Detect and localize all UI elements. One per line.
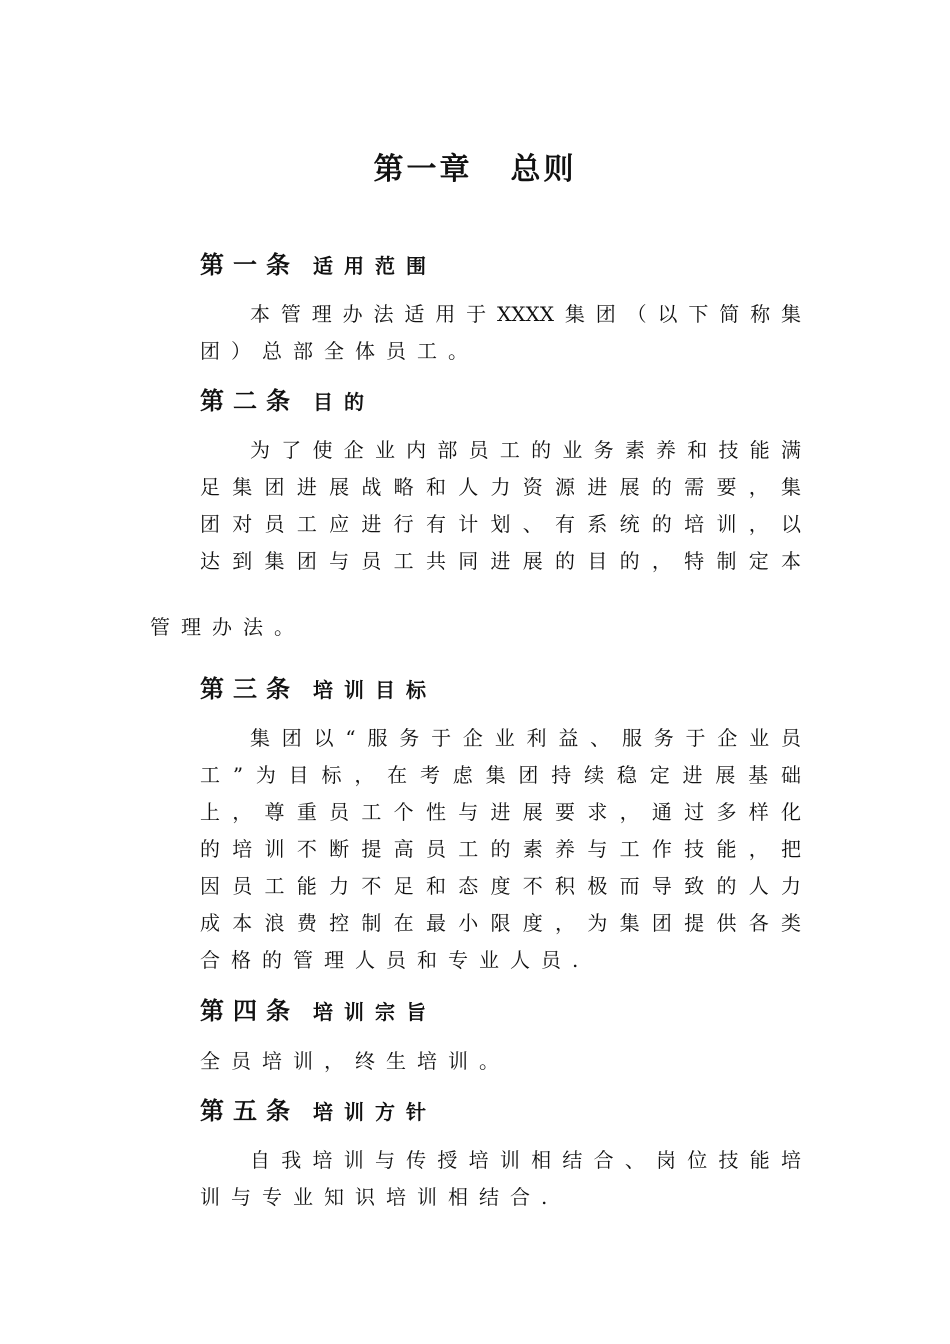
article-5-title: 培训方针 xyxy=(313,1100,437,1124)
article-1-line-2: 团）总部全体员工。 xyxy=(200,339,479,363)
article-4-title: 培训宗旨 xyxy=(313,1000,437,1024)
chapter-number: 第一章 xyxy=(373,152,473,187)
article-5-line-1: 自我培训与传授培训相结合、岗位技能培 xyxy=(250,1148,801,1172)
article-3-body xyxy=(150,720,801,979)
article-3-title: 培训目标 xyxy=(313,678,437,702)
article-2-title: 目的 xyxy=(313,390,375,414)
article-5-number: 第五条 xyxy=(200,1096,299,1125)
article-4-body: 全员培训，终生培训。 xyxy=(200,1049,510,1073)
article-3-line-6: 成本浪费控制在最小限度，为集团提供各类 xyxy=(200,911,801,935)
article-3-line-2: 工”为目标，在考虑集团持续稳定进展基础 xyxy=(200,763,801,787)
article-4-heading xyxy=(200,996,437,1027)
article-5-heading xyxy=(200,1096,437,1127)
article-2-line-2: 足集团进展战略和人力资源进展的需要，集 xyxy=(200,475,801,499)
article-1-line-1: 本管理办法适用于XXXX集团（以下简称集 xyxy=(250,302,801,326)
article-3-number: 第三条 xyxy=(200,674,299,703)
article-3-line-3: 上，尊重员工个性与进展要求，通过多样化 xyxy=(200,800,801,824)
article-1-heading xyxy=(200,250,437,281)
article-3-line-1: 集团以“服务于企业利益、服务于企业员 xyxy=(250,726,801,750)
article-5-line-2: 训与专业知识培训相结合. xyxy=(200,1185,559,1209)
article-1-title: 适用范围 xyxy=(313,254,437,278)
chapter-title xyxy=(0,148,950,192)
article-3-line-7: 合格的管理人员和专业人员. xyxy=(200,948,590,972)
article-2-body xyxy=(150,432,801,580)
article-5-body xyxy=(150,1142,801,1216)
article-2-line-3: 团对员工应进行有计划、有系统的培训，以 xyxy=(200,512,801,536)
article-3-line-4: 的培训不断提高员工的素养与工作技能，把 xyxy=(200,837,801,861)
article-2-line-1: 为了使企业内部员工的业务素养和技能满 xyxy=(250,438,801,462)
article-1-number: 第一条 xyxy=(200,250,299,279)
article-1-body xyxy=(150,296,801,370)
article-3-line-5: 因员工能力不足和态度不积极而导致的人力 xyxy=(200,874,801,898)
article-2-heading xyxy=(200,386,375,417)
article-3-heading xyxy=(200,674,437,705)
article-2-tail: 管理办法。 xyxy=(150,615,305,639)
chapter-name: 总则 xyxy=(510,152,577,187)
article-4-number: 第四条 xyxy=(200,996,299,1025)
article-2-number: 第二条 xyxy=(200,386,299,415)
article-2-line-4: 达到集团与员工共同进展的目的，特制定本 xyxy=(200,549,801,573)
